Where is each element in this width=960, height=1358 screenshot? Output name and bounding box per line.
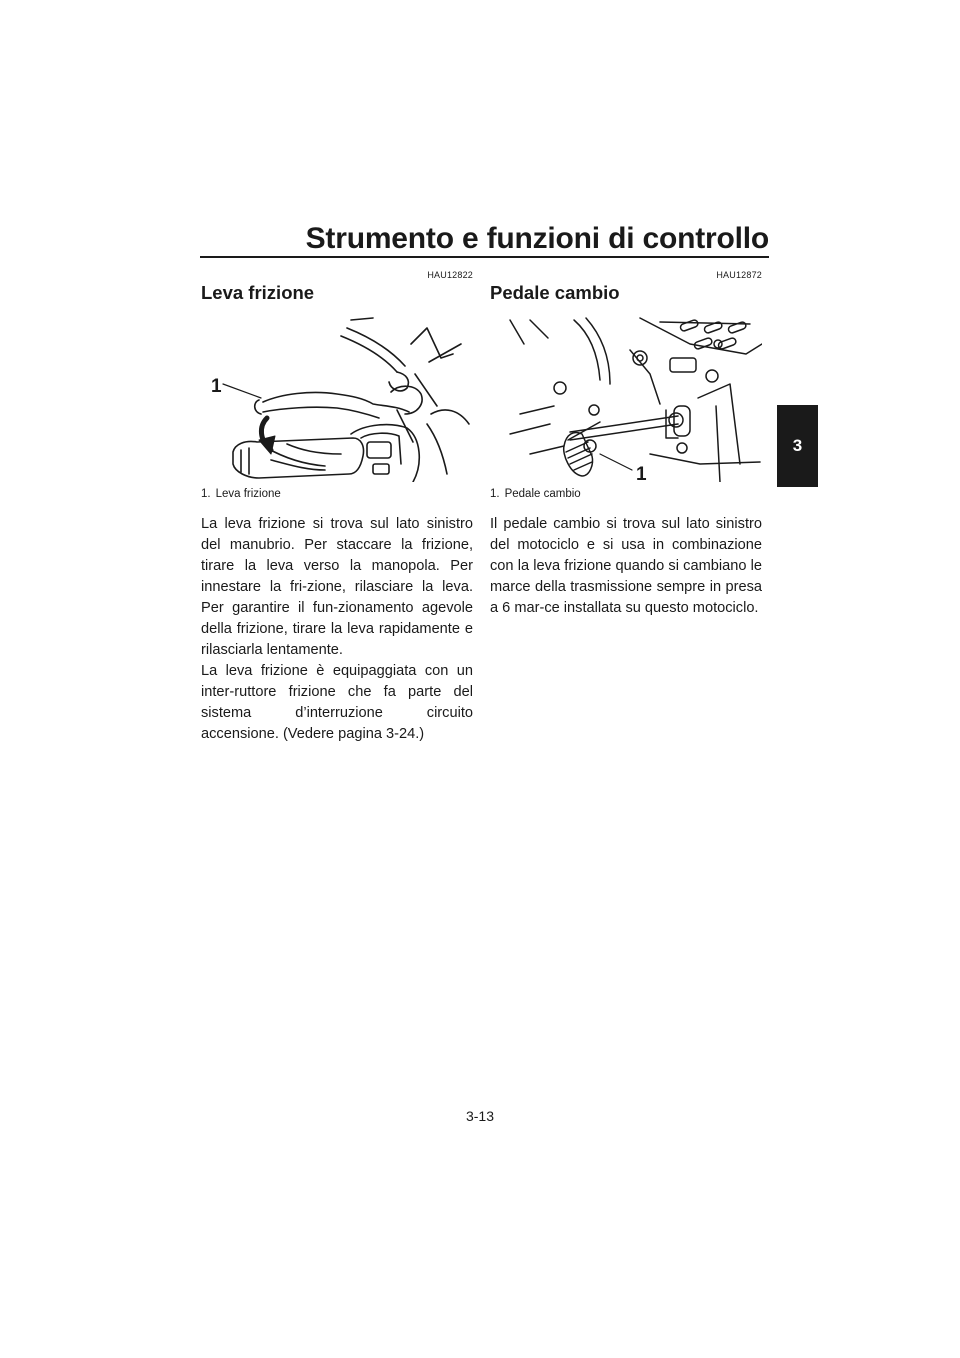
caption-number: 1. [201,488,211,500]
shift-pedal-illustration [490,314,762,482]
caption-text: Leva frizione [215,488,281,500]
figure-caption [201,488,473,504]
title-divider [200,256,769,258]
section-clutch-lever [201,270,473,745]
page-title: Strumento e funzioni di controllo [305,222,769,255]
paragraph: Il pedale cambio si trova sul lato sinistro del motociclo e si usa in combinazione con la leva frizione quando si cambiano le marce della trasmissione sempre in presa a 6 mar-ce installata su questo motociclo. [490,516,762,616]
chapter-tab: 3 [777,405,818,487]
figure-caption [490,488,762,504]
clutch-lever-illustration [201,314,473,482]
callout-number: 1 [211,376,222,397]
section-body [201,514,473,745]
caption-text: Pedale cambio [504,488,581,500]
caption-number: 1. [490,488,500,500]
section-code: HAU12822 [427,270,473,280]
section-shift-pedal [490,270,762,619]
section-title: Pedale cambio [490,282,620,303]
section-body [490,514,762,619]
section-code: HAU12872 [716,270,762,280]
section-title: Leva frizione [201,282,315,303]
page-number: 3-13 [465,1108,495,1124]
paragraph: La leva frizione si trova sul lato sinistro del manubrio. Per staccare la frizione, tirare la leva verso la manopola. Per innestare la fri-zione, rilasciare la leva. Per garantire il fun-zionamento agevole della frizione, tirare la leva rapidamente e rilasciarla lentamente. [201,516,473,658]
callout-number: 1 [636,464,647,482]
paragraph: La leva frizione è equipaggiata con un inter-ruttore frizione che fa parte del sistema d’interruzione circuito accensione. (Vedere pagina 3-24.) [201,663,473,742]
